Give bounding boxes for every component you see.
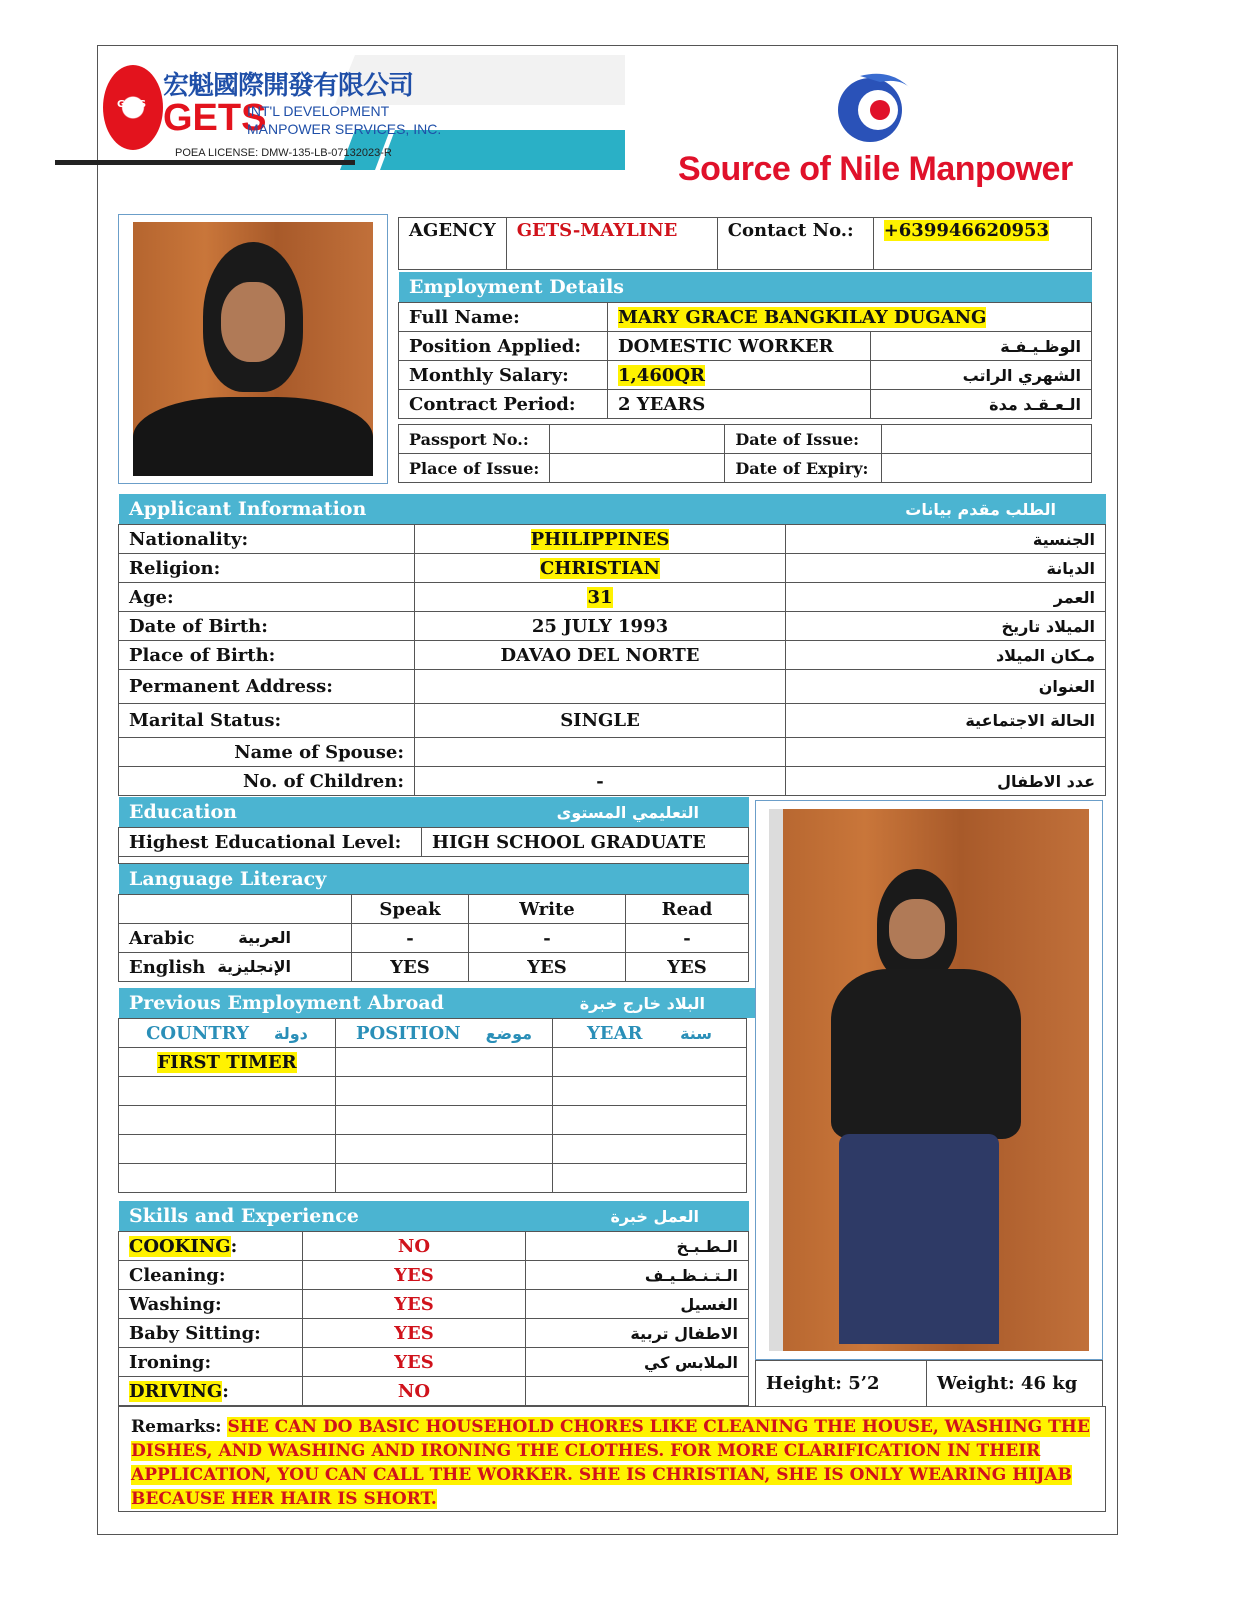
skill-value: YES [303, 1290, 526, 1319]
applicant-title: Applicant Information [129, 498, 367, 520]
applicant-row [119, 670, 1106, 704]
skill-colon: : [222, 1380, 229, 1402]
lang-arabic-read: - [626, 924, 749, 953]
previous-title: Previous Employment Abroad [129, 992, 444, 1014]
education-table [118, 827, 749, 864]
applicant-ar: الجنسية [786, 525, 1106, 554]
skills-table [118, 1231, 749, 1406]
salary-value: 1,460QR [618, 364, 706, 386]
prev-row-5-country [119, 1164, 336, 1193]
applicant-label: Place of Birth: [119, 641, 415, 670]
lang-arabic-ar: العربية [238, 927, 291, 947]
gets-license: POEA LICENSE: DMW-135-LB-07132023-R [175, 147, 392, 159]
applicant-value: 31 [587, 586, 613, 608]
lang-english-speak: YES [352, 953, 469, 982]
applicant-value: SINGLE [560, 710, 640, 731]
skill-value: YES [303, 1319, 526, 1348]
lang-arabic-write: - [469, 924, 626, 953]
place-issue-label: Place of Issue: [399, 454, 550, 483]
skill-ar [526, 1377, 749, 1406]
skill-row [119, 1232, 749, 1261]
previous-table [118, 1018, 747, 1193]
remarks-box [118, 1406, 1106, 1512]
skill-label-cell [119, 1290, 303, 1319]
applicant-row [119, 641, 1106, 670]
skills-header [119, 1201, 749, 1231]
nile-logo-icon [830, 68, 920, 148]
applicant-value: PHILIPPINES [530, 528, 670, 550]
skill-label-cell [119, 1319, 303, 1348]
education-value: HIGH SCHOOL GRADUATE [422, 828, 749, 857]
skill-value: YES [303, 1261, 526, 1290]
applicant-ar: الديانة [786, 554, 1106, 583]
applicant-ar: الميلاد تاريخ [786, 612, 1106, 641]
employment-header: Employment Details [399, 272, 1092, 302]
prev-header-position [336, 1019, 553, 1048]
skill-ar: الاطفال تربية [526, 1319, 749, 1348]
prev-row-3-position [336, 1106, 553, 1135]
applicant-label: Nationality: [119, 525, 415, 554]
prev-row-1-country [119, 1048, 336, 1077]
contract-label: Contract Period: [399, 390, 608, 419]
applicant-ar: العنوان [786, 670, 1106, 704]
applicant-row [119, 767, 1106, 796]
applicant-label: No. of Children: [119, 767, 415, 796]
employment-table [398, 302, 1092, 419]
contact-value-cell [873, 218, 1091, 270]
contact-label: Contact No.: [717, 218, 873, 270]
salary-cell [608, 361, 871, 390]
skill-ar: الملابس كي [526, 1348, 749, 1377]
applicant-value: CHRISTIAN [540, 557, 660, 579]
applicant-value-cell [415, 583, 786, 612]
prev-row-2-year [553, 1077, 747, 1106]
applicant-value: DAVAO DEL NORTE [500, 644, 700, 666]
skill-label: COOKING [129, 1235, 231, 1257]
lang-english [119, 953, 352, 982]
skill-colon: : [230, 1235, 238, 1257]
skill-row [119, 1348, 749, 1377]
passport-table [398, 424, 1092, 483]
position-ar: الوظـيـفـة [871, 332, 1092, 361]
position-label: Position Applied: [399, 332, 608, 361]
prev-row-5-year [553, 1164, 747, 1193]
skill-value: NO [303, 1232, 526, 1261]
place-issue-value [550, 454, 725, 483]
first-timer: FIRST TIMER [157, 1051, 297, 1073]
applicant-row [119, 738, 1106, 767]
language-table [118, 894, 749, 982]
issue-date-value [882, 425, 1092, 454]
applicant-ar: العمر [786, 583, 1106, 612]
contract-ar: الـعـقـد مدة [871, 390, 1092, 419]
skill-label: Baby Sitting: [129, 1322, 261, 1344]
skill-label: Washing: [129, 1293, 222, 1315]
applicant-row [119, 554, 1106, 583]
lang-english-write: YES [469, 953, 626, 982]
lang-english-ar: الإنجليزية [217, 956, 291, 976]
agency-label: AGENCY [399, 218, 507, 270]
skill-row [119, 1319, 749, 1348]
skill-label-cell [119, 1348, 303, 1377]
prev-country-en: COUNTRY [146, 1022, 249, 1044]
prev-position-en: POSITION [356, 1022, 461, 1044]
applicant-value-cell [415, 704, 786, 738]
prev-row-3-year [553, 1106, 747, 1135]
full-name-label: Full Name: [399, 303, 608, 332]
applicant-header [119, 494, 1106, 524]
applicant-table [118, 524, 1106, 796]
applicant-row [119, 612, 1106, 641]
prev-row-1-position [336, 1048, 553, 1077]
applicant-label: Religion: [119, 554, 415, 583]
prev-country-ar: دولة [274, 1023, 308, 1043]
skill-row [119, 1377, 749, 1406]
lang-english-name: English [129, 956, 206, 978]
skill-ar: الغسيل [526, 1290, 749, 1319]
education-label: Highest Educational Level: [119, 828, 422, 857]
salary-label: Monthly Salary: [399, 361, 608, 390]
lang-arabic-speak: - [352, 924, 469, 953]
prev-row-4-country [119, 1135, 336, 1164]
skill-ar: الـطـبـخ [526, 1232, 749, 1261]
skill-label-cell [119, 1232, 303, 1261]
skill-label-cell [119, 1377, 303, 1406]
applicant-row [119, 525, 1106, 554]
lang-header-read: Read [626, 895, 749, 924]
skill-value: NO [303, 1377, 526, 1406]
gets-line2: MANPOWER SERVICES, INC. [247, 121, 442, 137]
education-header [119, 797, 749, 827]
applicant-value-cell [415, 738, 786, 767]
lang-english-read: YES [626, 953, 749, 982]
prev-row-3-country [119, 1106, 336, 1135]
education-title: Education [129, 801, 237, 823]
skills-title-ar: العمل خبرة [610, 1206, 699, 1226]
passport-no-value [550, 425, 725, 454]
prev-row-5-position [336, 1164, 553, 1193]
skill-value: YES [303, 1348, 526, 1377]
prev-header-country [119, 1019, 336, 1048]
contact-value: +639946620953 [883, 220, 1050, 241]
prev-row-2-position [336, 1077, 553, 1106]
full-body-photo [769, 809, 1089, 1351]
gets-line1: INT'L DEVELOPMENT [247, 103, 390, 119]
applicant-value-cell [415, 612, 786, 641]
gets-brand: GETS [163, 97, 267, 139]
issue-date-label: Date of Issue: [725, 425, 882, 454]
lang-arabic-name: Arabic [129, 927, 195, 949]
gets-chinese-name: 宏魁國際開發有限公司 [163, 71, 414, 101]
applicant-title-ar: الطلب مقدم بيانات [905, 499, 1056, 519]
full-body-photo-frame [755, 800, 1103, 1360]
contract-value: 2 YEARS [608, 390, 871, 419]
gets-logo [55, 55, 625, 170]
applicant-value-cell [415, 767, 786, 796]
applicant-value-cell [415, 641, 786, 670]
skill-label: Ironing: [129, 1351, 212, 1373]
prev-row-4-position [336, 1135, 553, 1164]
applicant-row [119, 704, 1106, 738]
applicant-ar: عدد الاطفال [786, 767, 1106, 796]
passport-no-label: Passport No.: [399, 425, 550, 454]
applicant-value-cell [415, 670, 786, 704]
skill-label-cell [119, 1261, 303, 1290]
applicant-label: Date of Birth: [119, 612, 415, 641]
measurements-table [755, 1360, 1103, 1407]
remarks-label: Remarks: [131, 1417, 222, 1437]
agency-value: GETS-MAYLINE [506, 218, 717, 270]
education-spacer [119, 857, 749, 864]
lang-header-write: Write [469, 895, 626, 924]
applicant-row [119, 583, 1106, 612]
applicant-label: Name of Spouse: [119, 738, 415, 767]
lang-header-speak: Speak [352, 895, 469, 924]
position-value: DOMESTIC WORKER [608, 332, 871, 361]
applicant-ar [786, 738, 1106, 767]
prev-position-ar: موضع [485, 1023, 532, 1043]
skills-title: Skills and Experience [129, 1205, 359, 1227]
applicant-value-cell [415, 554, 786, 583]
gets-badge-text: GETS [117, 99, 147, 110]
language-corner [119, 895, 352, 924]
prev-year-en: YEAR [586, 1022, 643, 1044]
weight-value: Weight: 46 kg [927, 1361, 1103, 1407]
nile-logo-name: Source of Nile Manpower [678, 150, 1073, 188]
skill-row [119, 1290, 749, 1319]
full-name-cell [608, 303, 1092, 332]
skill-row [119, 1261, 749, 1290]
skill-label: DRIVING [129, 1380, 223, 1402]
applicant-label: Permanent Address: [119, 670, 415, 704]
applicant-value-cell [415, 525, 786, 554]
full-name-value: MARY GRACE BANGKILAY DUGANG [618, 306, 987, 328]
prev-year-ar: سنة [680, 1023, 713, 1043]
expiry-label: Date of Expiry: [725, 454, 882, 483]
lang-arabic [119, 924, 352, 953]
previous-title-ar: البلاد خارج خبرة [579, 993, 705, 1013]
prev-row-1-year [553, 1048, 747, 1077]
applicant-label: Marital Status: [119, 704, 415, 738]
skill-label: Cleaning: [129, 1264, 226, 1286]
expiry-value [882, 454, 1092, 483]
applicant-label: Age: [119, 583, 415, 612]
applicant-portrait-frame [118, 214, 388, 484]
prev-row-4-year [553, 1135, 747, 1164]
applicant-value: - [596, 770, 604, 792]
applicant-portrait-photo [133, 222, 373, 476]
applicant-ar: مـكان الميلاد [786, 641, 1106, 670]
height-value: Height: 5’2 [756, 1361, 927, 1407]
education-title-ar: التعليمي المستوى [556, 802, 699, 822]
language-header: Language Literacy [119, 864, 749, 894]
previous-header [119, 988, 755, 1018]
agency-table [398, 217, 1092, 270]
applicant-ar: الحالة الاجتماعية [786, 704, 1106, 738]
prev-row-2-country [119, 1077, 336, 1106]
applicant-value: 25 JULY 1993 [531, 615, 669, 637]
prev-header-year [553, 1019, 747, 1048]
skill-ar: الـتـنـظـيـف [526, 1261, 749, 1290]
salary-ar: الشهري الراتب [871, 361, 1092, 390]
remarks-text: SHE CAN DO BASIC HOUSEHOLD CHORES LIKE CLEANING THE HOUSE, WASHING THE DISHES, AND WASHING AND IRONING THE CLOTHES. FOR MORE CLARIFICATION IN THEIR APPLICATION, YOU CAN CALL THE WORKER. SHE IS CHRISTIAN, SHE IS ONLY WEARING HIJAB BECAUSE HER HAIR IS SHORT. [131, 1417, 1090, 1509]
